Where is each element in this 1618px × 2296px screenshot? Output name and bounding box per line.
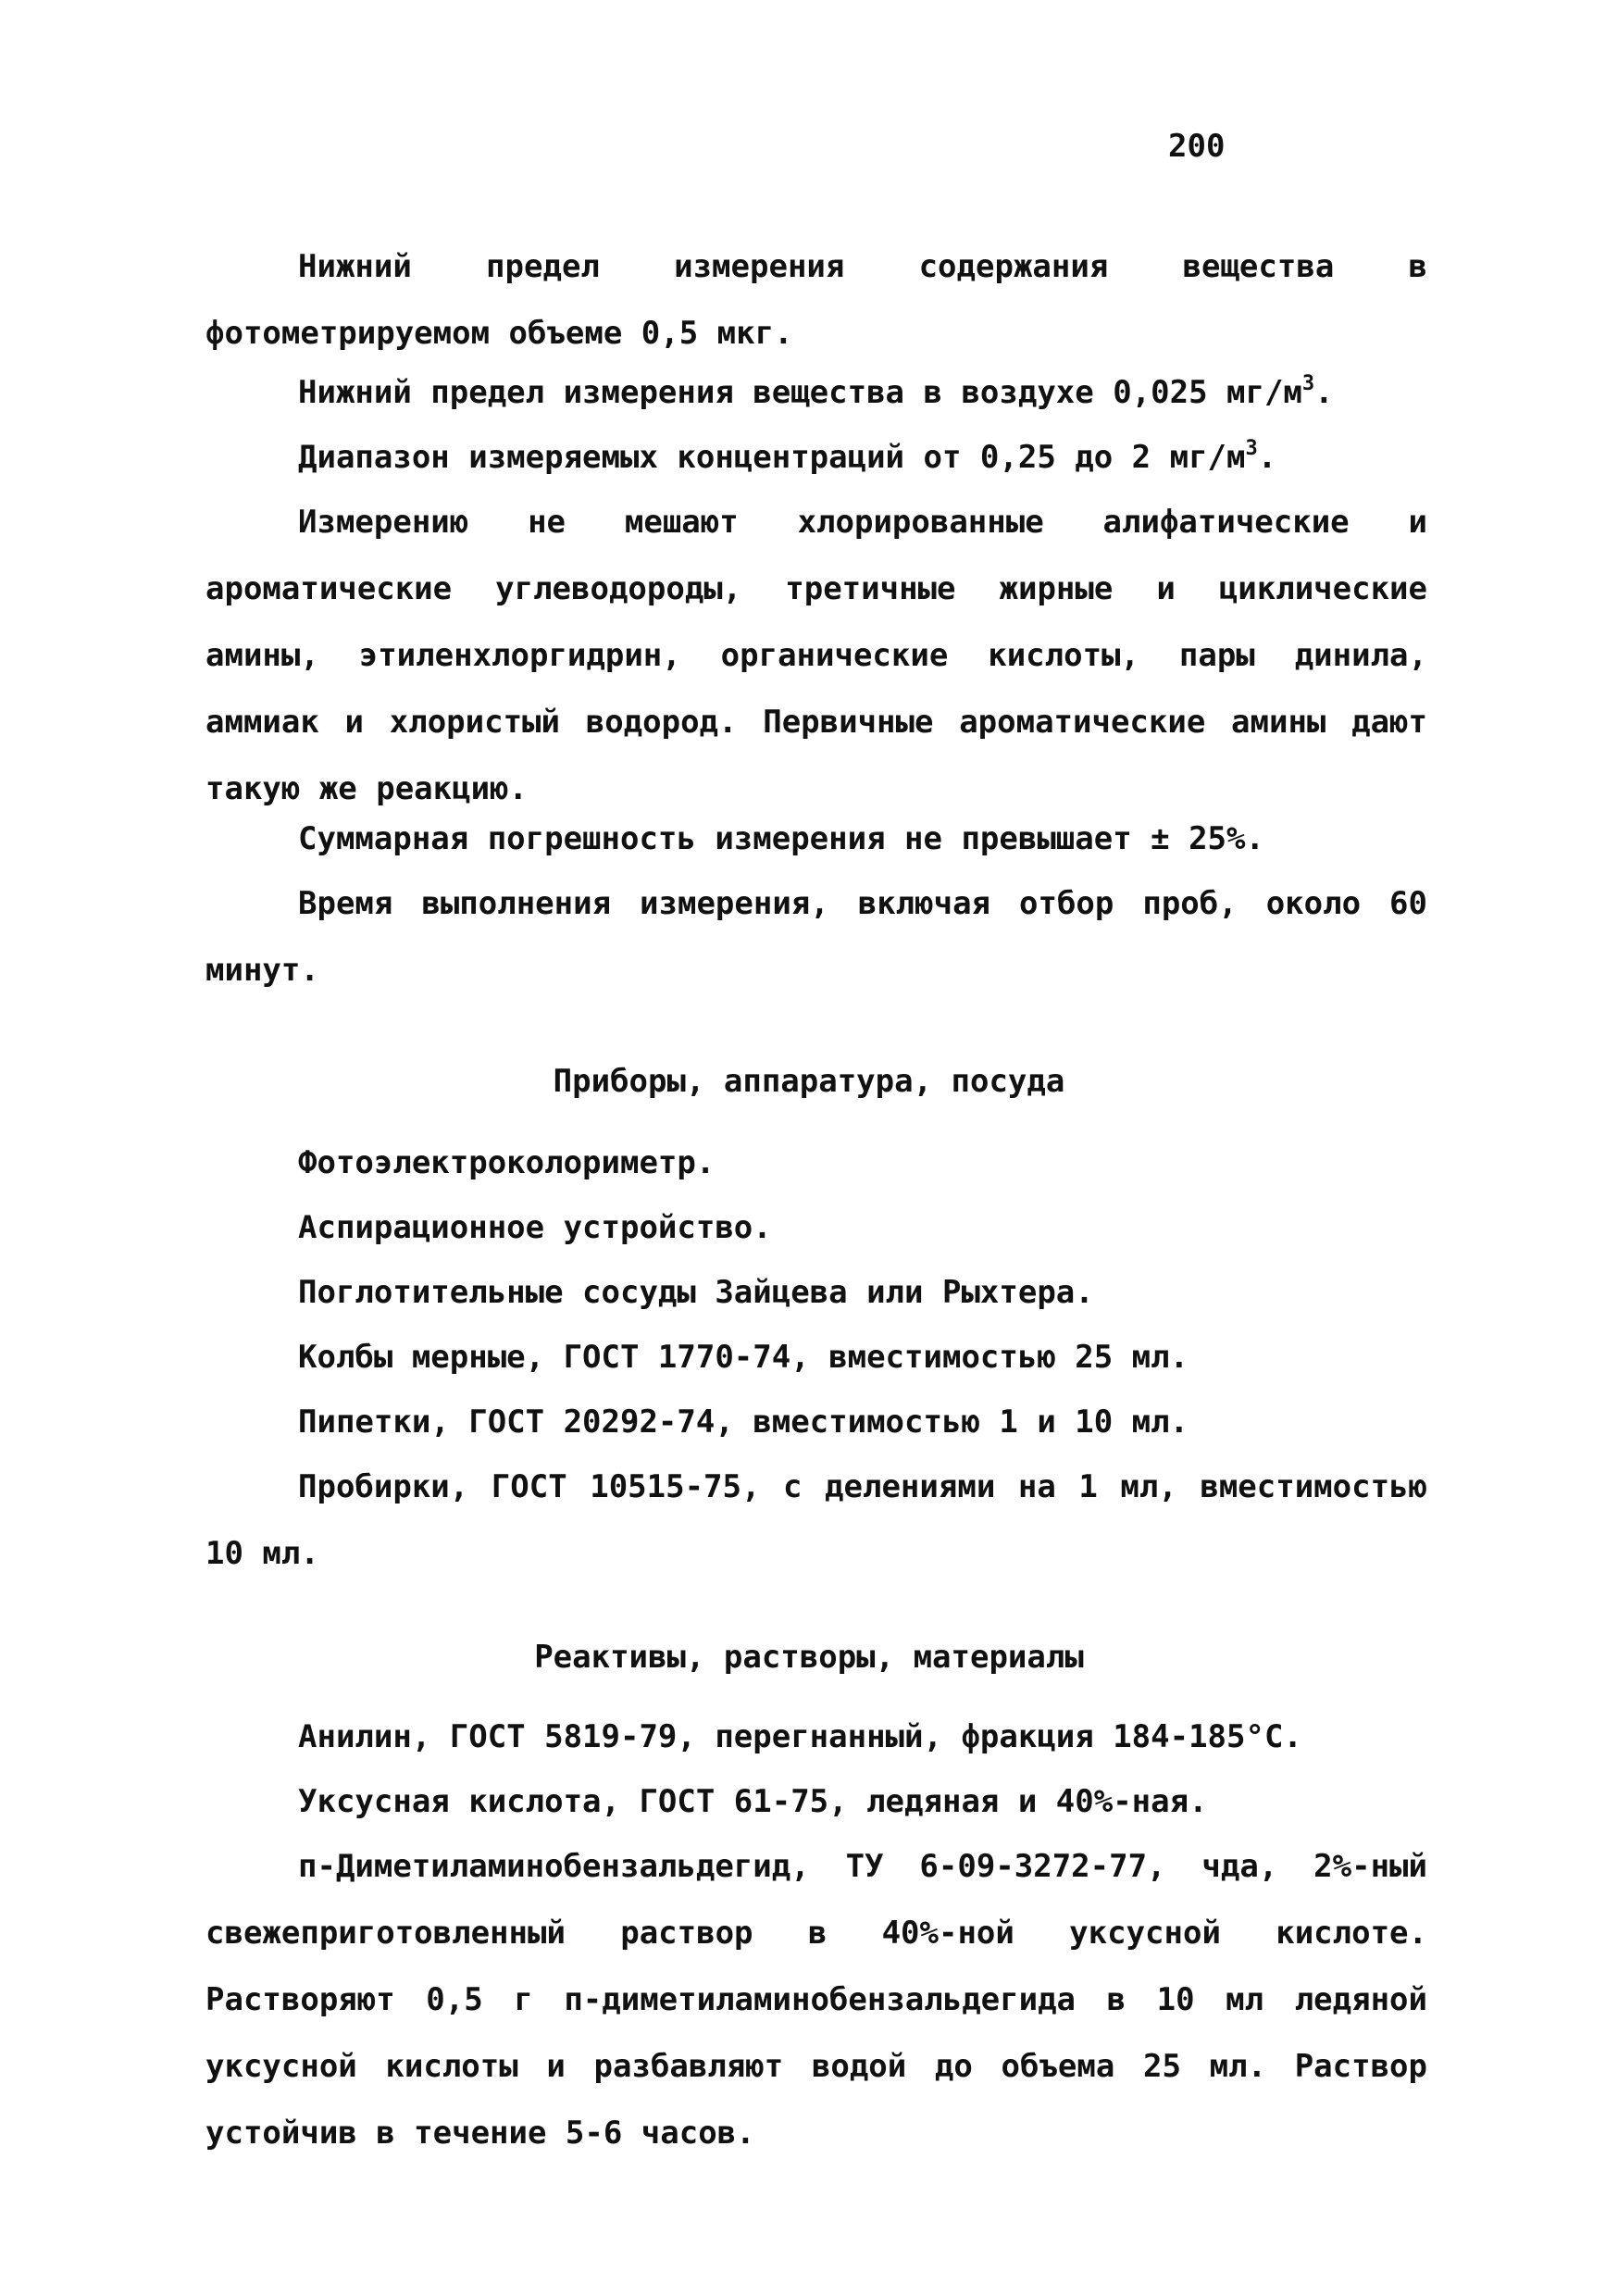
paragraph-lower-limit-photometric: Нижний предел измерения содержания вещества в фотометрируемом объеме 0,5 мкг. <box>205 248 1427 352</box>
reagent-item: п-Диметиламинобензальдегид, ТУ 6-09-3272-77, чда, 2%-ный свежеприготовленный раствор в 40%-ной уксусной кислоте. Растворяют 0,5 г п-диметиламинобензальдегида в 10 мл ледяной уксусной кислоты и разбавляют водой до объема 25 мл. Раствор устойчив в течение 5-6 часов. <box>205 1848 1427 2152</box>
page-number: 200 <box>1168 128 1226 165</box>
reagent-item: Анилин, ГОСТ 5819-79, перегнанный, фракция 184-185°С. <box>298 1718 1302 1755</box>
text-run: Диапазон измеряемых концентраций от 0,25 до 2 мг/м <box>298 439 1246 476</box>
instrument-item: Пробирки, ГОСТ 10515-75, с делениями на 1 мл, вместимостью 10 мл. <box>205 1468 1427 1572</box>
section-heading-instruments: Приборы, аппаратура, посуда <box>553 1063 1065 1100</box>
superscript: 3 <box>1245 437 1258 460</box>
instrument-item: Поглотительные сосуды Зайцева или Рыхтера. <box>298 1274 1094 1311</box>
section-heading-reagents: Реактивы, растворы, материалы <box>534 1639 1084 1676</box>
paragraph-interferences: Измерению не мешают хлорированные алифатические и ароматические углеводороды, третичные жирные и циклические амины, этиленхлоргидрин, органические кислоты, пары динила, аммиак и хлористый водород. Первичные ароматические амины дают такую же реакцию. <box>205 504 1427 807</box>
text-run: . <box>1314 374 1334 411</box>
paragraph-concentration-range <box>298 424 1276 491</box>
reagent-item: Уксусная кислота, ГОСТ 61-75, ледяная и 40%-ная. <box>298 1783 1208 1820</box>
text-run: Нижний предел измерения вещества в воздухе 0,025 мг/м <box>298 374 1302 411</box>
instrument-item: Колбы мерные, ГОСТ 1770-74, вместимостью 25 мл. <box>298 1339 1189 1376</box>
instrument-item: Аспирационное устройство. <box>298 1209 772 1246</box>
paragraph-time: Время выполнения измерения, включая отбор проб, около 60 минут. <box>205 885 1427 989</box>
paragraph-lower-limit-air <box>298 359 1334 426</box>
instrument-item: Фотоэлектроколориметр. <box>298 1144 716 1181</box>
instrument-item: Пипетки, ГОСТ 20292-74, вместимостью 1 и 10 мл. <box>298 1404 1189 1441</box>
paragraph-error: Суммарная погрешность измерения не превышает ± 25%. <box>298 820 1264 857</box>
superscript: 3 <box>1301 372 1315 395</box>
text-run: . <box>1257 439 1277 476</box>
